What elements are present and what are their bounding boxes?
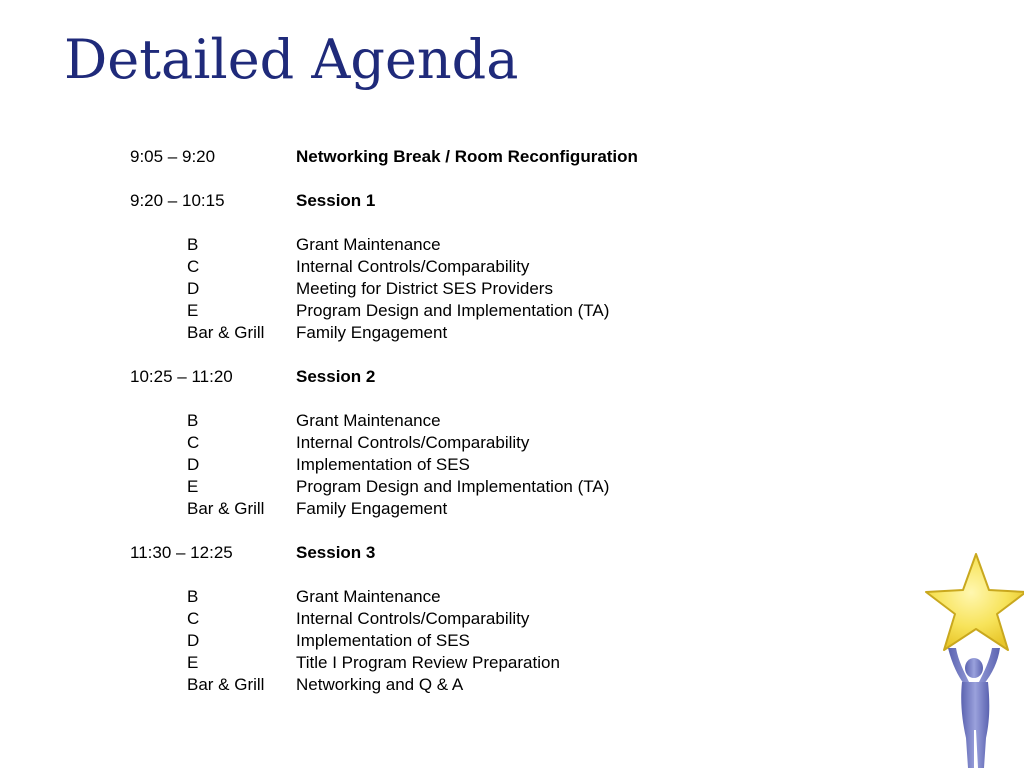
session-row (130, 608, 830, 630)
session-name: Program Design and Implementation (TA) (296, 301, 610, 320)
session-name: Family Engagement (296, 323, 448, 342)
session-row (130, 476, 830, 498)
session-name: Program Design and Implementation (TA) (296, 477, 610, 496)
session-room: Bar & Grill (187, 675, 265, 694)
agenda-slot-row (130, 146, 830, 168)
session-room: B (187, 411, 199, 430)
agenda-block (130, 190, 830, 344)
agenda-block (130, 146, 830, 168)
slot-time: 10:25 – 11:20 (130, 367, 233, 386)
session-list (130, 586, 830, 696)
page-title: Detailed Agenda (64, 28, 519, 91)
session-list (130, 410, 830, 520)
session-room: D (187, 455, 200, 474)
session-row (130, 322, 830, 344)
session-room: B (187, 235, 199, 254)
session-row (130, 300, 830, 322)
session-name: Family Engagement (296, 499, 448, 518)
session-name: Internal Controls/Comparability (296, 433, 530, 452)
session-row (130, 454, 830, 476)
session-room: B (187, 587, 199, 606)
session-row (130, 674, 830, 696)
session-row (130, 498, 830, 520)
session-name: Grant Maintenance (296, 587, 441, 606)
session-room: Bar & Grill (187, 323, 265, 342)
session-name: Implementation of SES (296, 631, 470, 650)
slot-title: Networking Break / Room Reconfiguration (296, 147, 638, 166)
session-name: Internal Controls/Comparability (296, 257, 530, 276)
session-room: E (187, 477, 199, 496)
session-row (130, 234, 830, 256)
slot-title: Session 2 (296, 367, 376, 386)
session-name: Grant Maintenance (296, 411, 441, 430)
slot-time: 9:20 – 10:15 (130, 191, 225, 210)
agenda-slot-row (130, 366, 830, 388)
session-room: C (187, 257, 200, 276)
session-row (130, 652, 830, 674)
slot-title: Session 1 (296, 191, 376, 210)
slot-time: 11:30 – 12:25 (130, 543, 233, 562)
agenda-list (130, 146, 830, 718)
figure-head (965, 658, 983, 678)
session-room: D (187, 279, 200, 298)
agenda-slot-row (130, 542, 830, 564)
session-row (130, 278, 830, 300)
session-room: E (187, 301, 199, 320)
session-room: C (187, 609, 200, 628)
session-name: Grant Maintenance (296, 235, 441, 254)
agenda-slot-row (130, 190, 830, 212)
star-shape (926, 554, 1024, 650)
session-row (130, 410, 830, 432)
session-name: Internal Controls/Comparability (296, 609, 530, 628)
session-room: D (187, 631, 200, 650)
session-list (130, 234, 830, 344)
slot-title: Session 3 (296, 543, 376, 562)
session-name: Title I Program Review Preparation (296, 653, 560, 672)
session-room: C (187, 433, 200, 452)
session-row (130, 630, 830, 652)
session-row (130, 432, 830, 454)
agenda-block (130, 542, 830, 696)
session-name: Implementation of SES (296, 455, 470, 474)
slot-time: 9:05 – 9:20 (130, 147, 216, 166)
session-row (130, 586, 830, 608)
session-room: E (187, 653, 199, 672)
person-holding-star-icon (918, 552, 1024, 768)
session-row (130, 256, 830, 278)
session-name: Meeting for District SES Providers (296, 279, 553, 298)
figure-body (961, 682, 989, 768)
session-name: Networking and Q & A (296, 675, 464, 694)
session-room: Bar & Grill (187, 499, 265, 518)
agenda-block (130, 366, 830, 520)
